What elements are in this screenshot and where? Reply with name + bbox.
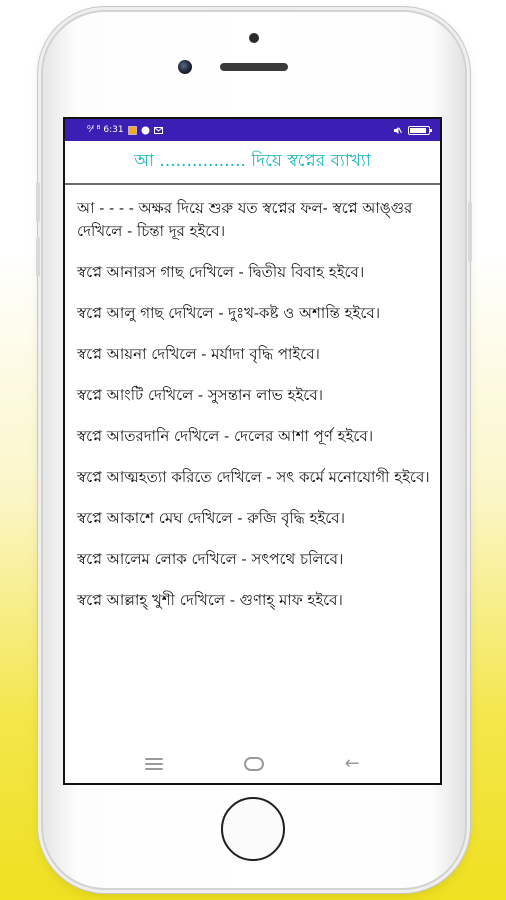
power-button [468,202,472,262]
navigation-bar [65,745,440,783]
list-item: আ - - - - অক্ষর দিয়ে শুরু যত স্বপ্নের ফল- স্বপ্নে আঙ্গুর দেখিলে - চিন্তা দূর হইবে। [77,199,413,240]
front-camera [178,60,192,74]
list-item: স্বপ্নে আলেম লোক দেখিলে - সৎপথে চলিবে। [77,550,344,568]
list-item: স্বপ্নে আনারস গাছ দেখিলে - দ্বিতীয় বিবাহ হইবে। [77,263,365,281]
home-icon[interactable] [244,757,264,771]
list-item: স্বপ্নে আল্লাহ্ খুশী দেখিলে - গুণাহ্ মাফ হইবে। [77,591,343,609]
app-screen [63,117,442,785]
status-bar [65,119,440,141]
list-item: স্বপ্নে আংটি দেখিলে - সুসন্তান লাভ হইবে। [77,386,324,404]
list-item: স্বপ্নে আত্মহত্যা করিতে দেখিলে - সৎ কর্মে মনোযোগী হইবে। [77,468,430,486]
list-item: স্বপ্নে আকাশে মেঘ দেখিলে - রুজি বৃদ্ধি হইবে। [77,509,345,527]
message-icon [141,126,150,135]
status-text: ⁰⁄ᴵ ᴮ 6:31 [87,125,124,135]
back-icon[interactable]: ← [344,753,360,774]
mute-icon [393,126,402,135]
notification-icon [128,126,137,135]
volume-button [36,237,40,277]
battery-icon [408,126,430,135]
volume-button [36,182,40,222]
home-button[interactable] [221,797,285,861]
mail-icon [154,126,163,135]
earpiece-speaker [220,63,288,71]
list-item: স্বপ্নে আতরদানি দেখিলে - দেলের আশা পূর্ণ হইবে। [77,427,374,445]
list-item: স্বপ্নে আয়না দেখিলে - মর্যাদা বৃদ্ধি পাইবে। [77,345,320,363]
page-title: আ ................ দিয়ে স্বপ্নের ব্যাখ্যা [65,141,440,185]
proximity-sensor [249,33,259,43]
list-item: স্বপ্নে আলু গাছ দেখিলে - দুঃখ-কষ্ট ও অশান্তি হইবে। [77,304,381,322]
dream-list [65,189,440,745]
menu-icon[interactable] [145,758,163,770]
